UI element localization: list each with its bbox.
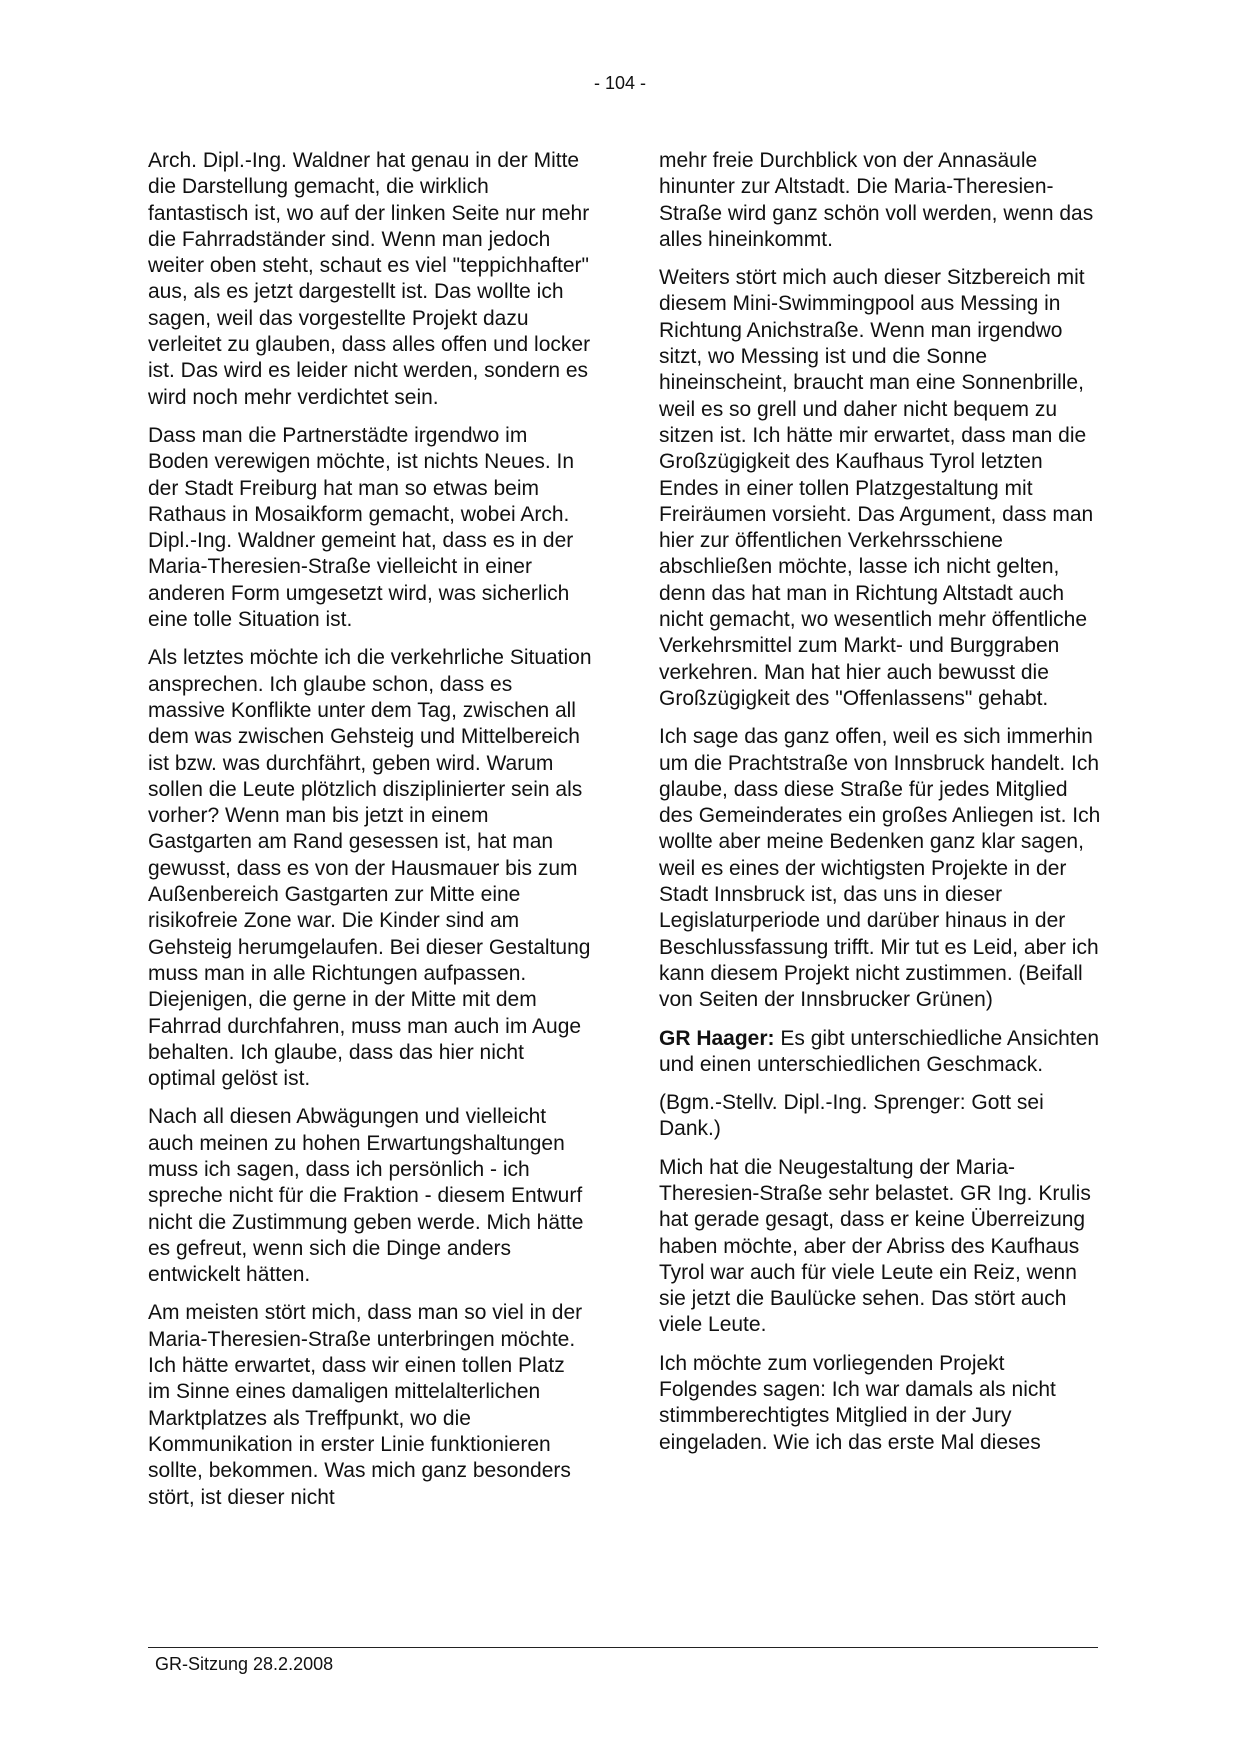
footer-text: GR-Sitzung 28.2.2008: [155, 1654, 334, 1674]
page-number: - 104 -: [593, 73, 647, 93]
paragraph: mehr freie Durchblick von der Annasäule hinunter zur Altstadt. Die Maria-Theresien-Straße wird ganz schön voll werden, wenn das alles hineinkommt.: [659, 149, 1094, 251]
paragraph: Arch. Dipl.-Ing. Waldner hat genau in der Mitte die Darstellung gemacht, die wirklich fantastisch ist, wo auf der linken Seite nur mehr die Fahrradständer sind. Wenn man jedoch weiter oben steht, schaut es viel "teppichhafter" aus, als es jetzt dargestellt ist. Das wollte ich sagen, weil das vorgestellte Projekt dazu verleitet zu glauben, dass alles offen und locker ist. Das wird es leider nicht werden, sondern es wird noch mehr verdichtet sein.: [148, 149, 591, 409]
footer-divider: [148, 1647, 1098, 1648]
paragraph: Ich möchte zum vorliegenden Projekt Folgendes sagen: Ich war damals als nicht stimmberechtigtes Mitglied in der Jury eingeladen. Wie ich das erste Mal dieses: [659, 1351, 1056, 1454]
right-column: [659, 148, 1103, 1468]
paragraph: Dass man die Partnerstädte irgendwo im Boden verewigen möchte, ist nichts Neues. In der Stadt Freiburg hat man so etwas beim Rathaus in Mosaikform gemacht, wobei Arch. Dipl.-Ing. Waldner gemeint hat, dass es in der Maria-Theresien-Straße vielleicht in einer anderen Form umgesetzt wird, was sicherlich eine tolle Situation ist.: [148, 423, 575, 632]
speaker-text: Es gibt unterschiedliche Ansichten und einen unterschiedlichen Geschmack.: [659, 1026, 1100, 1076]
paragraph: (Bgm.-Stellv. Dipl.-Ing. Sprenger: Gott sei Dank.): [659, 1091, 1044, 1141]
speaker-name: GR Haager:: [659, 1026, 775, 1050]
paragraph: Am meisten stört mich, dass man so viel in der Maria-Theresien-Straße unterbringen möchte. Ich hätte erwartet, dass wir einen tollen Platz im Sinne eines damaligen mittelalterlichen Marktplatzes als Treffpunkt, wo die Kommunikation in erster Linie funktionieren sollte, bekommen. Was mich ganz besonders stört, ist dieser nicht: [148, 1301, 583, 1509]
paragraph: Als letztes möchte ich die verkehrliche Situation ansprechen. Ich glaube schon, dass es massive Konflikte unter dem Tag, zwischen all dem was zwischen Gehsteig und Mittelbereich ist bzw. was durchfährt, geben wird. Warum sollen die Leute plötzlich disziplinierter sein als vorher? Wenn man bis jetzt in einem Gastgarten am Rand gesessen ist, hat man gewusst, dass es von der Hausmauer bis zum Außenbereich Gastgarten zur Mitte eine risikofreie Zone war. Die Kinder sind am Gehsteig herumgelaufen. Bei dieser Gestaltung muss man in alle Richtungen aufpassen. Diejenigen, die gerne in der Mitte mit dem Fahrrad durchfahren, muss man auch im Auge behalten. Ich glaube, dass das hier nicht optimal gelöst ist.: [148, 646, 592, 1091]
paragraph: Ich sage das ganz offen, weil es sich immerhin um die Prachtstraße von Innsbruck handelt. Ich glaube, dass diese Straße für jedes Mitglied des Gemeinderates ein großes Anliegen ist. Ich wollte aber meine Bedenken ganz klar sagen, weil es eines der wichtigsten Projekte in der Stadt Innsbruck ist, das uns in dieser Legislaturperiode und darüber hinaus in der Beschlussfassung trifft. Mir tut es Leid, aber ich kann diesem Projekt nicht zustimmen. (Beifall von Seiten der Innsbrucker Grünen): [659, 725, 1101, 1012]
paragraph: Nach all diesen Abwägungen und vielleicht auch meinen zu hohen Erwartungshaltungen muss ich sagen, dass ich persönlich - ich spreche nicht für die Fraktion - diesem Entwurf nicht die Zustimmung geben werde. Mich hätte es gefreut, wenn sich die Dinge anders entwickelt hätten.: [148, 1105, 584, 1287]
paragraph: Weiters stört mich auch dieser Sitzbereich mit diesem Mini-Swimmingpool aus Messing in Richtung Anichstraße. Wenn man irgendwo sitzt, wo Messing ist und die Sonne hineinscheint, braucht man eine Sonnenbrille, weil es so grell und daher nicht bequem zu sitzen ist. Ich hätte mir erwartet, dass man die Großzügigkeit des Kaufhaus Tyrol letzten Endes in einer tollen Platzgestaltung mit Freiräumen vorsieht. Das Argument, dass man hier zur öffentlichen Verkehrsschiene abschließen möchte, lasse ich nicht gelten, denn das hat man in Richtung Altstadt auch nicht gemacht, wo wesentlich mehr öffentliche Verkehrsmittel zum Markt- und Burggraben verkehren. Man hat hier auch bewusst die Großzügigkeit des "Offenlassens" gehabt.: [659, 266, 1094, 710]
speaker-paragraph: [659, 1026, 1103, 1079]
paragraph: Mich hat die Neugestaltung der Maria-Theresien-Straße sehr belastet. GR Ing. Krulis hat gerade gesagt, dass er keine Überreizung haben möchte, aber der Abriss des Kaufhaus Tyrol war auch für viele Leute ein Reiz, wenn sie jetzt die Baulücke sehen. Das stört auch viele Leute.: [659, 1155, 1091, 1337]
left-column: [148, 148, 592, 1523]
